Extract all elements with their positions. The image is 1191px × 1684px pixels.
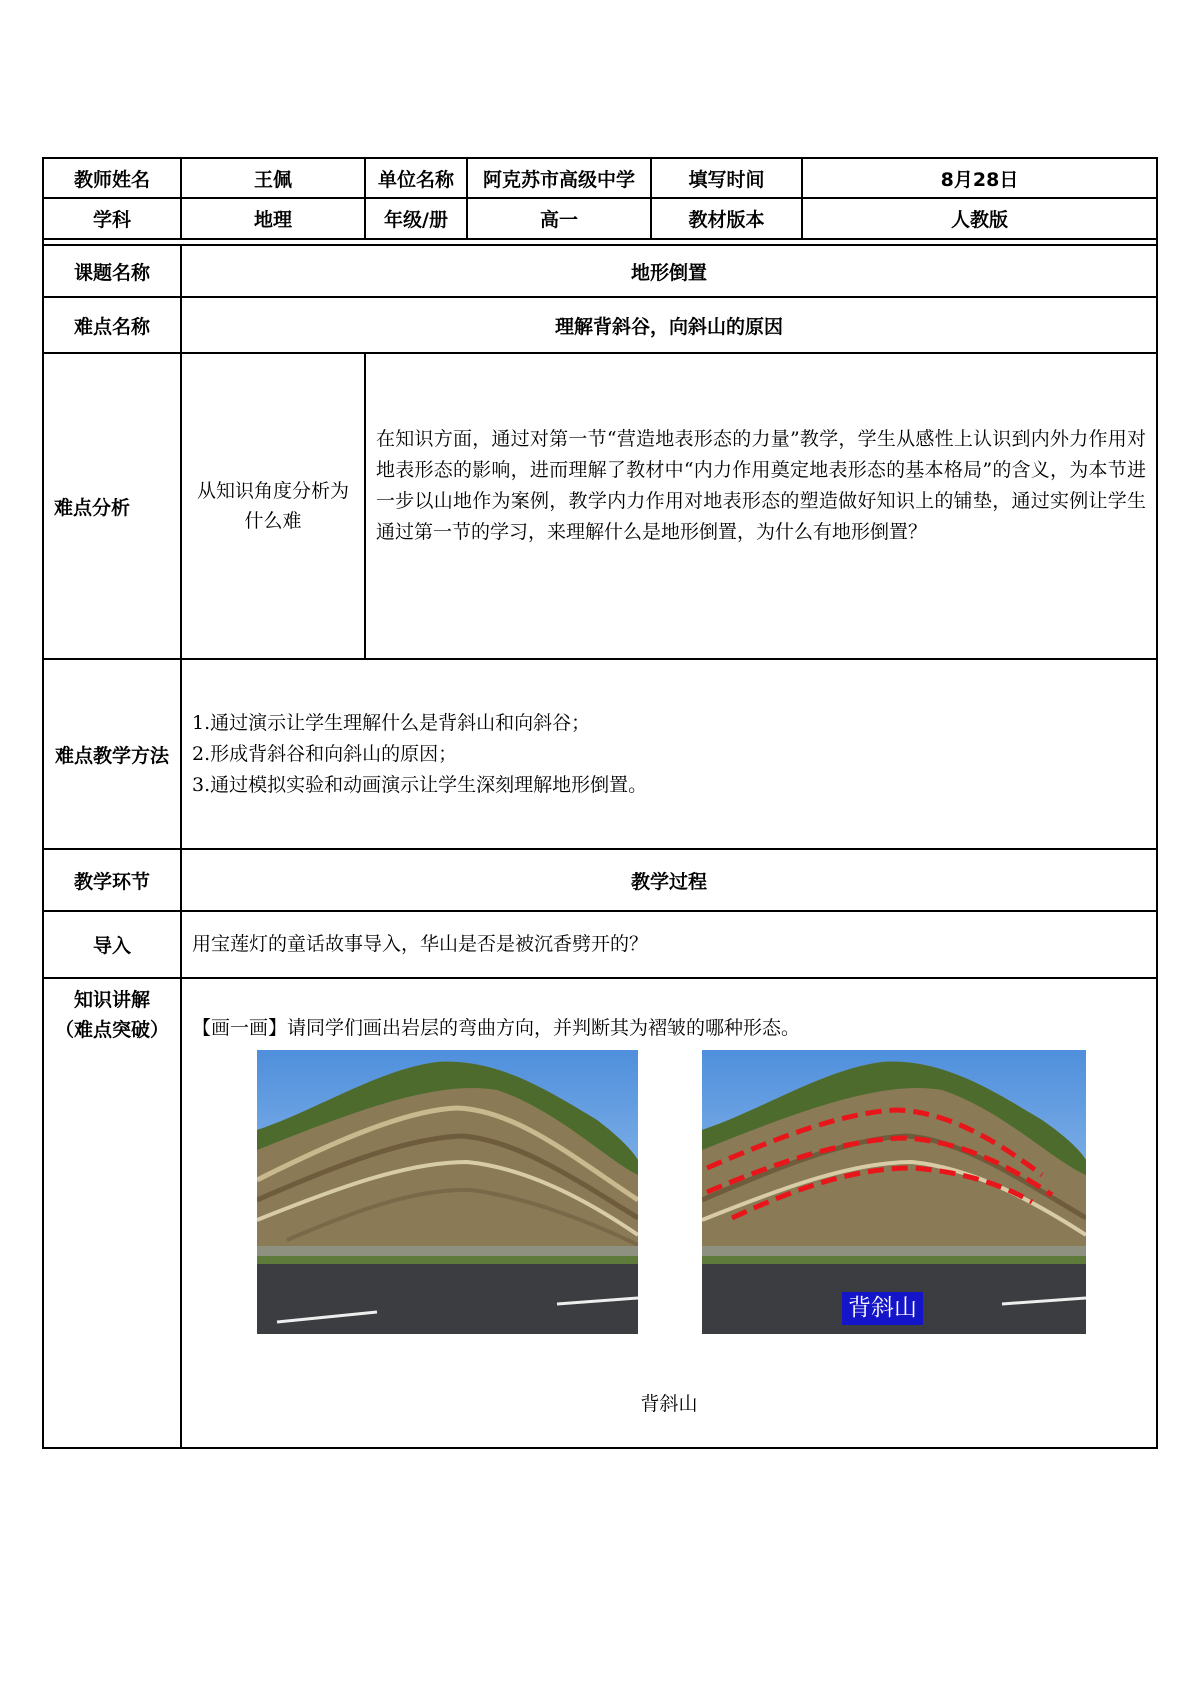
edition-label: 教材版本 bbox=[651, 198, 802, 239]
analysis-text: 在知识方面，通过对第一节“营造地表形态的力量”教学，学生从感性上认识到内外力作用对地表形态的影响，进而理解了教材中“内力作用奠定地表形态的基本格局”的含义，为本节进一步以山地作为案例，教学内力作用对地表形态的塑造做好知识上的铺垫，通过实例让学生通过第一节的学习，来理解什么是地形倒置，为什么有地形倒置？ bbox=[376, 428, 1146, 543]
explain-label-line1: 知识讲解 bbox=[73, 989, 150, 1011]
analysis-sub-label: 从知识角度分析为什么难 bbox=[181, 353, 365, 659]
intro-text: 用宝莲灯的童话故事导入，华山是否是被沉香劈开的？ bbox=[192, 933, 649, 955]
subject-label: 学科 bbox=[43, 198, 181, 239]
difficulty-label: 难点名称 bbox=[43, 297, 181, 353]
intro-cell bbox=[181, 911, 1157, 978]
subject-value: 地理 bbox=[181, 198, 365, 239]
photo-caption: 背斜山 bbox=[640, 1393, 698, 1415]
topic-label: 课题名称 bbox=[43, 245, 181, 297]
analysis-label: 难点分析 bbox=[43, 353, 181, 659]
grade-label: 年级/册 bbox=[365, 198, 467, 239]
topic-value: 地形倒置 bbox=[181, 245, 1157, 297]
method-item: 3.通过模拟实验和动画演示让学生深刻理解地形倒置。 bbox=[192, 773, 648, 796]
anticline-marked-photo bbox=[702, 1050, 1086, 1334]
explain-prompt: 【画一画】请同学们画出岩层的弯曲方向，并判断其为褶皱的哪种形态。 bbox=[192, 1017, 801, 1039]
explain-label-line2: （难点突破） bbox=[54, 1019, 169, 1041]
edition-value: 人教版 bbox=[802, 198, 1157, 239]
grade-value: 高一 bbox=[467, 198, 651, 239]
process-value: 教学过程 bbox=[181, 849, 1157, 911]
method-cell bbox=[181, 659, 1157, 849]
method-item: 1.通过演示让学生理解什么是背斜山和向斜谷； bbox=[192, 711, 591, 734]
method-label: 难点教学方法 bbox=[43, 659, 181, 849]
anticline-photo-label: 背斜山 bbox=[842, 1292, 923, 1325]
difficulty-value: 理解背斜谷，向斜山的原因 bbox=[181, 297, 1157, 353]
unit-value: 阿克苏市高级中学 bbox=[467, 158, 651, 198]
analysis-cell bbox=[365, 353, 1157, 659]
method-item: 2.形成背斜谷和向斜山的原因； bbox=[192, 742, 458, 765]
intro-label: 导入 bbox=[43, 911, 181, 978]
date-label: 填写时间 bbox=[651, 158, 802, 198]
process-label: 教学环节 bbox=[43, 849, 181, 911]
date-value: 8月28日 bbox=[802, 158, 1157, 198]
teacher-value: 王佩 bbox=[181, 158, 365, 198]
teacher-label: 教师姓名 bbox=[43, 158, 181, 198]
unit-label: 单位名称 bbox=[365, 158, 467, 198]
anticline-photo bbox=[257, 1050, 638, 1334]
explain-label bbox=[43, 978, 181, 1448]
